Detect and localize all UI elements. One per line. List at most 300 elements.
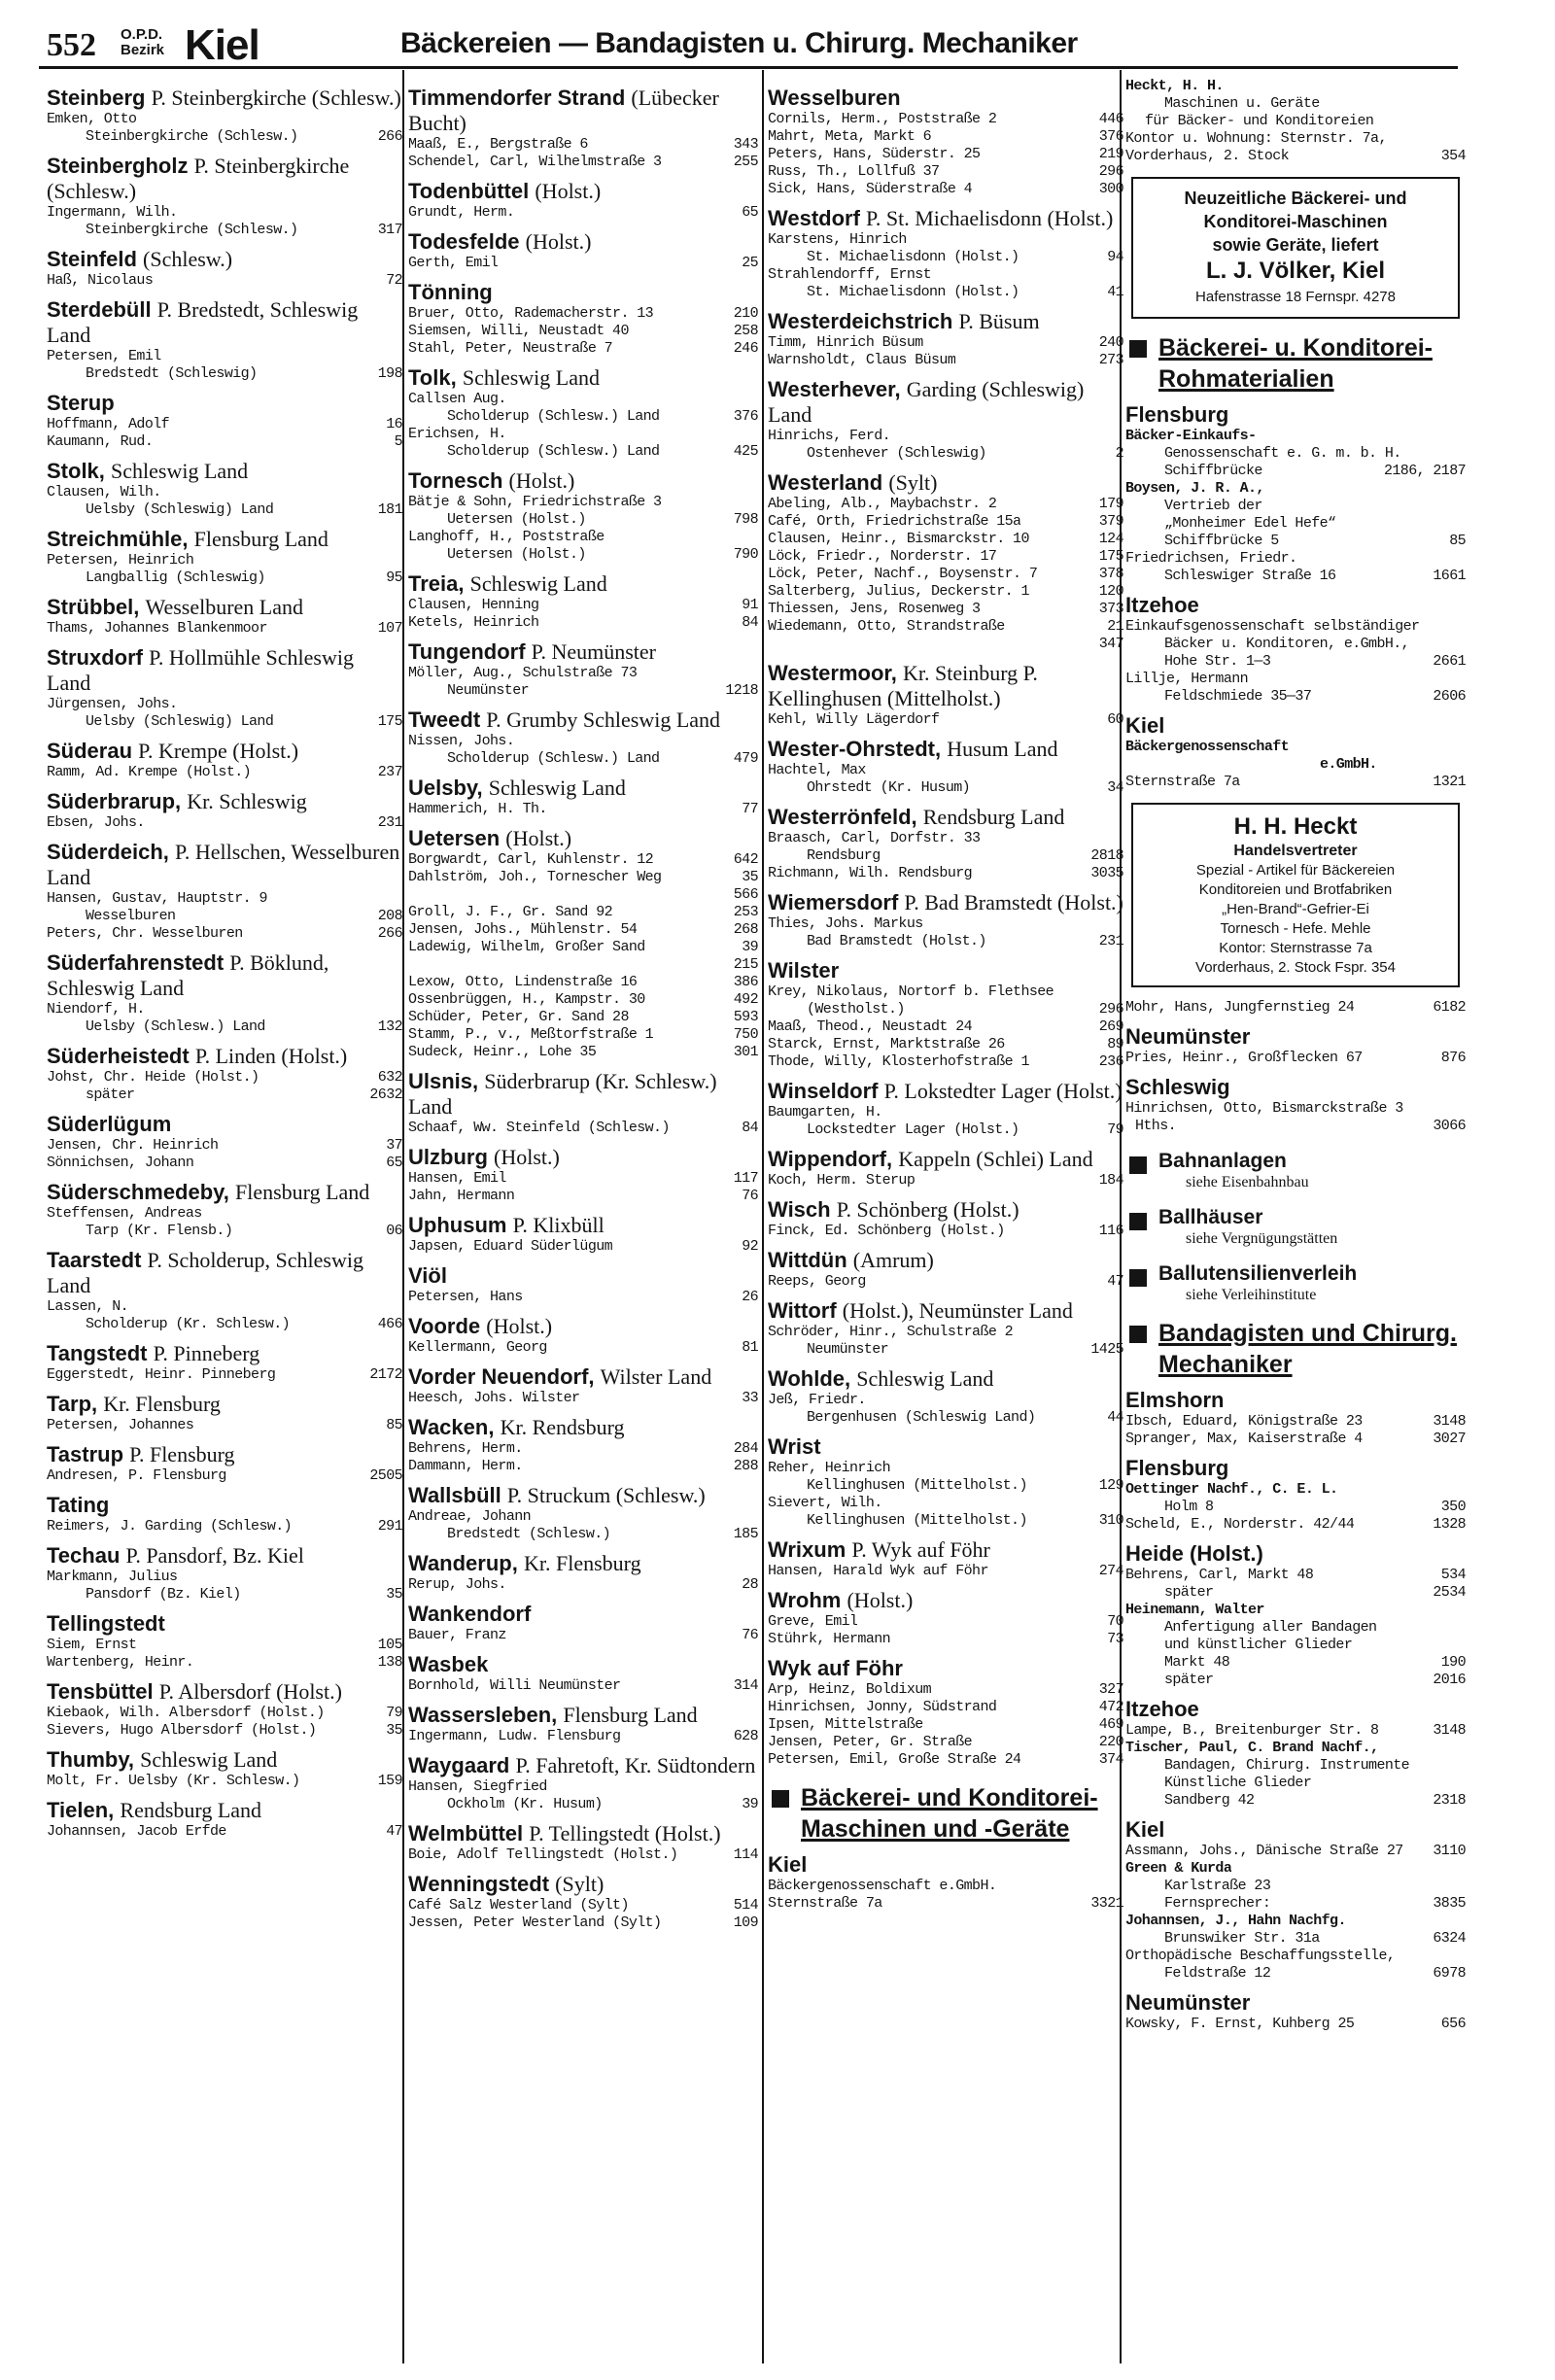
column-divider: [762, 70, 764, 2363]
place-heading: Wallsbüll P. Struckum (Schlesw.): [408, 1483, 706, 1507]
directory-entry-sub: Uelsby (Schlesw.) Land 132: [86, 1018, 402, 1035]
column-divider: [402, 70, 404, 2363]
place-heading: Süderlügum: [47, 1112, 172, 1136]
directory-entry-sub: Feldstraße 12 6978: [1164, 1965, 1466, 1982]
place-heading: Itzehoe: [1125, 1697, 1199, 1721]
opd-label: O.P.D. Bezirk: [121, 26, 165, 58]
directory-entry: Löck, Friedr., Norderstr. 17 175: [768, 548, 1123, 565]
directory-entry: Ebsen, Johs. 231: [47, 814, 402, 831]
directory-entry: Kiebaok, Wilh. Albersdorf (Holst.) 79: [47, 1705, 402, 1721]
directory-entry-sub: Vertrieb der: [1164, 498, 1262, 514]
directory-entry: Markmann, Julius: [47, 1569, 178, 1585]
directory-entry: Rerup, Johs. 28: [408, 1576, 758, 1593]
place-heading: Tielen, Rendsburg Land: [47, 1798, 262, 1822]
directory-entry: Haß, Nicolaus 72: [47, 272, 402, 289]
directory-entry: Starck, Ernst, Marktstraße 26 89: [768, 1036, 1123, 1052]
place-heading: Steinbergholz P. Steinbergkirche (Schlesw.): [47, 154, 350, 203]
directory-entry-sub: Markt 48 190: [1164, 1654, 1466, 1671]
directory-entry: Siemsen, Willi, Neustadt 40 258: [408, 323, 758, 339]
place-heading: Tarp, Kr. Flensburg: [47, 1392, 221, 1416]
directory-entry-sub: Karlstraße 23: [1164, 1878, 1271, 1894]
directory-entry: Stührk, Hermann 73: [768, 1631, 1123, 1647]
directory-entry: Dammann, Herm. 288: [408, 1458, 758, 1474]
column-3: [768, 78, 1123, 2362]
directory-entry: Jensen, Johs., Mühlenstr. 54 268: [408, 921, 758, 938]
directory-entry: Emken, Otto: [47, 111, 137, 127]
place-heading: Flensburg: [1125, 1456, 1229, 1480]
directory-entry: Niendorf, H.: [47, 1001, 145, 1018]
place-heading: Strübbel, Wesselburen Land: [47, 595, 304, 619]
directory-entry: Nissen, Johs.: [408, 733, 515, 749]
place-heading: Tönning: [408, 280, 493, 304]
directory-entry: Hansen, Siegfried: [408, 1778, 547, 1795]
place-heading: Neumünster: [1125, 1024, 1251, 1049]
directory-entry: Ramm, Ad. Krempe (Holst.) 237: [47, 764, 402, 780]
directory-entry: Reher, Heinrich: [768, 1460, 891, 1476]
directory-entry: Andresen, P. Flensburg 2505: [47, 1467, 402, 1484]
place-heading: Kiel: [1125, 713, 1165, 738]
directory-entry: Behrens, Herm. 284: [408, 1440, 758, 1457]
section-heading-bahnanlagen: Bahnanlagen: [1125, 1149, 1466, 1174]
place-heading: Voorde (Holst.): [408, 1314, 553, 1338]
place-heading: Wilster: [768, 958, 840, 983]
place-heading: Elmshorn: [1125, 1388, 1225, 1412]
place-heading: Heide (Holst.): [1125, 1541, 1263, 1566]
place-heading: Westermoor, Kr. Steinburg P. Kellinghusen (Mittelholst.): [768, 661, 1038, 710]
directory-entry: Bäcker-Einkaufs-: [1125, 428, 1257, 444]
place-heading: Kiel: [1125, 1817, 1165, 1842]
directory-entry: Greve, Emil 70: [768, 1613, 1123, 1630]
directory-entry-sub: Bredstedt (Schlesw.) 185: [447, 1526, 758, 1542]
directory-entry: 215: [733, 956, 758, 973]
directory-entry: 566: [733, 886, 758, 903]
place-heading: Thumby, Schleswig Land: [47, 1747, 278, 1772]
directory-entry: Tischer, Paul, C. Brand Nachf.,: [1125, 1740, 1379, 1756]
directory-entry: Jeß, Friedr.: [768, 1392, 866, 1408]
directory-entry: Reeps, Georg 47: [768, 1273, 1123, 1290]
directory-entry: Erichsen, H.: [408, 426, 506, 442]
place-heading: Schleswig: [1125, 1075, 1230, 1099]
directory-entry: Petersen, Emil, Große Straße 24 374: [768, 1751, 1123, 1768]
directory-entry: Borgwardt, Carl, Kuhlenstr. 12 642: [408, 851, 758, 868]
directory-entry-sub: Uelsby (Schleswig) Land 175: [86, 713, 402, 730]
directory-entry-sub: Steinbergkirche (Schlesw.) 266: [86, 128, 402, 145]
directory-entry-sub: Brunswiker Str. 31a 6324: [1164, 1930, 1466, 1947]
directory-entry: Timm, Hinrich Büsum 240: [768, 334, 1123, 351]
place-heading: Wrohm (Holst.): [768, 1588, 914, 1612]
place-heading: Wiemersdorf P. Bad Bramstedt (Holst.): [768, 890, 1123, 914]
directory-entry: Schüder, Peter, Gr. Sand 28 593: [408, 1009, 758, 1025]
directory-entry-sub: Tarp (Kr. Flensb.) 06: [86, 1223, 402, 1239]
directory-entry-sub: Langballig (Schleswig) 95: [86, 569, 402, 586]
place-heading: Tensbüttel P. Albersdorf (Holst.): [47, 1679, 342, 1704]
directory-entry-sub: Ockholm (Kr. Husum) 39: [447, 1796, 758, 1812]
directory-entry: Petersen, Johannes 85: [47, 1417, 402, 1433]
directory-entry: Sönnichsen, Johann 65: [47, 1155, 402, 1171]
directory-entry: Reimers, J. Garding (Schlesw.) 291: [47, 1518, 402, 1535]
directory-entry: Ingermann, Ludw. Flensburg 628: [408, 1728, 758, 1744]
directory-entry: Heesch, Johs. Wilster 33: [408, 1390, 758, 1406]
place-heading: Welmbüttel P. Tellingstedt (Holst.): [408, 1821, 721, 1845]
place-heading: Steinberg P. Steinbergkirche (Schlesw.): [47, 86, 401, 110]
place-heading: Wassersleben, Flensburg Land: [408, 1703, 698, 1727]
directory-entry: Petersen, Heinrich: [47, 552, 194, 569]
directory-entry: Lampe, B., Breitenburger Str. 8 3148: [1125, 1722, 1466, 1739]
directory-entry: Clausen, Heinr., Bismarckstr. 10 124: [768, 531, 1123, 547]
directory-entry: Jensen, Peter, Gr. Straße 220: [768, 1734, 1123, 1750]
place-heading: Tating: [47, 1493, 110, 1517]
directory-entry: Spranger, Max, Kaiserstraße 4 3027: [1125, 1431, 1466, 1447]
place-heading: Taarstedt P. Scholderup, Schleswig Land: [47, 1248, 363, 1297]
directory-entry: Braasch, Carl, Dorfstr. 33: [768, 830, 981, 846]
directory-entry: Strahlendorff, Ernst: [768, 266, 932, 283]
directory-entry: Langhoff, H., Poststraße: [408, 529, 605, 545]
directory-entry-sub: Pansdorf (Bz. Kiel) 35: [86, 1586, 402, 1603]
directory-entry: Behrens, Carl, Markt 48 534: [1125, 1567, 1466, 1583]
directory-entry: Clausen, Henning 91: [408, 597, 758, 613]
place-heading: Süderbrarup, Kr. Schleswig: [47, 789, 307, 813]
directory-entry-sub: Bredstedt (Schleswig) 198: [86, 365, 402, 382]
section-heading-ballutensilien: Ballutensilienverleih: [1125, 1261, 1466, 1287]
place-heading: Itzehoe: [1125, 593, 1199, 617]
directory-entry: Callsen Aug.: [408, 391, 506, 407]
directory-entry: Heckt, H. H.: [1125, 78, 1224, 94]
directory-entry: Wiedemann, Otto, Strandstraße 21: [768, 618, 1123, 635]
directory-entry: Assmann, Johs., Dänische Straße 27 3110: [1125, 1843, 1466, 1859]
place-heading: Westerdeichstrich P. Büsum: [768, 309, 1040, 333]
directory-entry: Eggerstedt, Heinr. Pinneberg 2172: [47, 1366, 402, 1383]
directory-entry: Kehl, Willy Lägerdorf 60: [768, 711, 1123, 728]
directory-entry: Ketels, Heinrich 84: [408, 614, 758, 631]
district-name: Kiel: [185, 21, 259, 69]
place-heading: Waygaard P. Fahretoft, Kr. Südtondern: [408, 1753, 756, 1777]
directory-entry-sub: Genossenschaft e. G. m. b. H.: [1164, 445, 1401, 462]
directory-entry-sub: St. Michaelisdonn (Holst.) 94: [807, 249, 1123, 265]
place-heading: Wisch P. Schönberg (Holst.): [768, 1197, 1019, 1222]
section-heading-ballhaeuser: Ballhäuser: [1125, 1205, 1466, 1230]
place-heading: Wacken, Kr. Rendsburg: [408, 1415, 625, 1439]
place-heading: Westdorf P. St. Michaelisdonn (Holst.): [768, 206, 1114, 230]
directory-entry: Ladewig, Wilhelm, Großer Sand 39: [408, 939, 758, 955]
directory-entry-sub: Sandberg 42 2318: [1164, 1792, 1466, 1809]
place-heading: Todenbüttel (Holst.): [408, 179, 602, 203]
place-heading: Süderschmedeby, Flensburg Land: [47, 1180, 370, 1204]
place-heading: Westerrönfeld, Rendsburg Land: [768, 805, 1065, 829]
place-heading: Tweedt P. Grumby Schleswig Land: [408, 707, 721, 732]
directory-entry-sub: Schleswiger Straße 16 1661: [1164, 568, 1466, 584]
directory-entry: Kowsky, F. Ernst, Kuhberg 25 656: [1125, 2016, 1466, 2032]
directory-entry: Koch, Herm. Sterup 184: [768, 1172, 1123, 1189]
directory-entry: Schröder, Hinr., Schulstraße 2: [768, 1324, 1014, 1340]
directory-entry: Heinemann, Walter: [1125, 1602, 1264, 1618]
directory-entry: Sick, Hans, Süderstraße 4 300: [768, 181, 1123, 197]
directory-entry: Boysen, J. R. A.,: [1125, 480, 1264, 497]
square-bullet-icon: [1129, 1269, 1147, 1287]
directory-entry: Boie, Adolf Tellingstedt (Holst.) 114: [408, 1846, 758, 1863]
column-4: Heckt, H. H. Maschinen u. Geräte für Bäcker- und Konditoreien Kontor u. Wohnung: Sternstr. 7a, Vorderhaus, 2. Stock 354 Neuzeitliche Bäckerei- und Konditorei-Maschinen sowie Geräte, liefert L. J. Völker, Kiel Hafenstrasse 18 Fernspr. 4278 Bäckerei- u. Konditorei- Rohmaterialien Flensburg Bäcker-Einkaufs- Genossenschaft e. G. m. b. H. Schiffbrücke 2186, 2187 Boysen, J. R. A., Vertrieb der „Monheimer Edel Hefe“ Schiffbrücke 5 85 Friedrichsen, Friedr. Schleswiger Straße 16 1661 Itzehoe Einkaufsgenossenschaft selbständiger Bäcker u. Konditoren, e.GmbH., Hohe Str. 1—3 2661 Lillje, Hermann Feldschmiede 35—37 2606 Kiel Bäckergenossenschaft e.GmbH. Sternstraße 7a 1321 H. H. Heckt Handelsvertreter Spezial - Artikel für Bäckereien Konditoreien und Brotfabriken „Hen-Brand“-Gefrier-Ei Tornesch - Hefe. Mehle Kontor: Sternstrasse 7a Vorderhaus, 2. Stock Fspr. 354 Mohr, Hans, Jungfernstieg 24 6182 Neumünster Pries, Heinr., Großflecken 67 876 Schleswig Hinrichsen, Otto, Bismarckstraße 3 Hths. 3066 Bahnanlagen siehe Eisenbahnbau Ballhäuser siehe Vergnügungstätten Ballutensilienverleih siehe Verleihinstitute Bandagisten und Chirurg. Mechaniker Elmshorn Ibsch, Eduard, Königstraße 23 3148 Spranger, Max, Kaiserstraße 4 3027 Flensburg Oettinger Nachf., C. E. L. Holm 8 350 Scheld, E., Norderstr. 42/44 1328 Heide (Holst.) Behrens, Carl, Markt 48 534 später 2534 Heinemann, Walter Anfertigung aller Bandagen und künstlicher Glieder Markt 48 190 später 2016 Itzehoe Lampe, B., Breitenburger Str. 8 3148 Tischer, Paul, C. Brand Nachf., Bandagen, Chirurg. Instrumente Künstliche Glieder Sandberg 42 2318 Kiel Assmann, Johs., Dänische Straße 27 3110 Green & Kurda Karlstraße 23 Fernsprecher: 3835 Johannsen, J., Hahn Nachfg. Brunswiker Str. 31a 6324 Orthopädische Beschaffungsstelle, Feldstraße 12 6978 Neumünster Kowsky, F. Ernst, Kuhberg 25 656: [1125, 78, 1466, 2032]
directory-entry-sub: Scholderup (Schlesw.) Land 479: [447, 750, 758, 767]
directory-entry: Lassen, N.: [47, 1298, 129, 1315]
directory-entry: Johst, Chr. Heide (Holst.) 632: [47, 1069, 402, 1086]
directory-entry: Steffensen, Andreas: [47, 1205, 202, 1222]
directory-entry: Thams, Johannes Blankenmoor 107: [47, 620, 402, 637]
directory-entry: Bornhold, Willi Neumünster 314: [408, 1677, 758, 1694]
place-heading: Wrixum P. Wyk auf Föhr: [768, 1537, 990, 1562]
place-heading: Wittdün (Amrum): [768, 1248, 934, 1272]
place-heading: Vorder Neuendorf, Wilster Land: [408, 1364, 712, 1389]
directory-entry-sub: Neumünster 1425: [807, 1341, 1123, 1358]
directory-entry: Bauer, Franz 76: [408, 1627, 758, 1643]
place-heading: Süderfahrenstedt P. Böklund, Schleswig Land: [47, 950, 329, 1000]
place-heading: Viöl: [408, 1263, 447, 1288]
place-heading: Süderau P. Krempe (Holst.): [47, 739, 299, 763]
directory-entry: Maaß, E., Bergstraße 6 343: [408, 136, 758, 153]
directory-entry: Jensen, Chr. Heinrich 37: [47, 1137, 402, 1154]
directory-entry: Hinrichs, Ferd.: [768, 428, 891, 444]
directory-entry-sub: Anfertigung aller Bandagen: [1164, 1619, 1377, 1636]
directory-entry: Krey, Nikolaus, Nortorf b. Flethsee: [768, 983, 1054, 1000]
directory-entry: Warnsholdt, Claus Büsum 273: [768, 352, 1123, 368]
place-heading: Wanderup, Kr. Flensburg: [408, 1551, 641, 1575]
directory-entry-sub: Rendsburg 2818: [807, 847, 1123, 864]
directory-entry: Green & Kurda: [1125, 1860, 1232, 1877]
place-heading: Neumünster: [1125, 1990, 1251, 2015]
place-heading: Uetersen (Holst.): [408, 826, 572, 850]
directory-entry: Möller, Aug., Schulstraße 73: [408, 665, 638, 681]
directory-entry: Thiessen, Jens, Rosenweg 3 373: [768, 601, 1123, 617]
place-heading: Stolk, Schleswig Land: [47, 459, 249, 483]
directory-entry-sub: Steinbergkirche (Schlesw.) 317: [86, 222, 402, 238]
column-3-list: [768, 86, 1123, 1769]
directory-entry: Stamm, P., v., Meßtorfstraße 1 750: [408, 1026, 758, 1043]
place-heading: Wankendorf: [408, 1602, 532, 1626]
directory-entry: Bätje & Sohn, Friedrichstraße 3: [408, 494, 662, 510]
directory-entry: Abeling, Alb., Maybachstr. 2 179: [768, 496, 1123, 512]
place-heading: Süderdeich, P. Hellschen, Wesselburen Land: [47, 840, 400, 889]
directory-entry: Jürgensen, Johs.: [47, 696, 178, 712]
directory-entry: Ingermann, Wilh.: [47, 204, 178, 221]
place-heading: Winseldorf P. Lokstedter Lager (Holst.): [768, 1079, 1123, 1103]
place-heading: Sterdebüll P. Bredstedt, Schleswig Land: [47, 297, 359, 347]
directory-entry: Oettinger Nachf., C. E. L.: [1125, 1481, 1338, 1498]
directory-entry: Café, Orth, Friedrichstraße 15a 379: [768, 513, 1123, 530]
directory-entry: Wartenberg, Heinr. 138: [47, 1654, 402, 1671]
place-heading: Kiel: [768, 1852, 808, 1877]
directory-entry-sub: Ohrstedt (Kr. Husum) 34: [807, 779, 1123, 796]
place-heading: Techau P. Pansdorf, Bz. Kiel: [47, 1543, 304, 1568]
directory-entry: Karstens, Hinrich: [768, 231, 907, 248]
directory-entry: Friedrichsen, Friedr.: [1125, 550, 1297, 567]
directory-entry: Hammerich, H. Th. 77: [408, 801, 758, 817]
place-heading: Tastrup P. Flensburg: [47, 1442, 235, 1466]
directory-entry: Hansen, Emil 117: [408, 1170, 758, 1187]
directory-entry: Dahlström, Joh., Tornescher Weg 35: [408, 869, 758, 885]
directory-entry-sub: Uetersen (Holst.) 798: [447, 511, 758, 528]
directory-entry-sub: Künstliche Glieder: [1164, 1775, 1312, 1791]
place-heading: Ulsnis, Süderbrarup (Kr. Schlesw.) Land: [408, 1069, 717, 1119]
directory-entry: Peters, Hans, Süderstr. 25 219: [768, 146, 1123, 162]
directory-entry: Hachtel, Max: [768, 762, 866, 778]
directory-entry: Hinrichsen, Jonny, Südstrand 472: [768, 1699, 1123, 1715]
place-heading: Sterup: [47, 391, 115, 415]
directory-entry-sub: (Westholst.) 296: [807, 1001, 1123, 1018]
directory-entry: Russ, Th., Lollfuß 37 296: [768, 163, 1123, 180]
directory-entry-sub: Bandagen, Chirurg. Instrumente: [1164, 1757, 1410, 1774]
place-heading: Flensburg: [1125, 402, 1229, 427]
directory-entry: Mahrt, Meta, Markt 6 376: [768, 128, 1123, 145]
place-heading: Süderheistedt P. Linden (Holst.): [47, 1044, 348, 1068]
square-bullet-icon: [1129, 1213, 1147, 1230]
page-number: 552: [47, 27, 96, 63]
directory-entry: Löck, Peter, Nachf., Boysenstr. 7 378: [768, 566, 1123, 582]
directory-entry: Bruer, Otto, Rademacherstr. 13 210: [408, 305, 758, 322]
place-heading: Wyk auf Föhr: [768, 1656, 903, 1680]
advertisement-voelker: Neuzeitliche Bäckerei- und Konditorei-Maschinen sowie Geräte, liefert L. J. Völker, Kiel Hafenstrasse 18 Fernspr. 4278: [1131, 177, 1460, 319]
directory-entry-sub: Fernsprecher: 3835: [1164, 1895, 1466, 1912]
directory-entry-sub: St. Michaelisdonn (Holst.) 41: [807, 284, 1123, 300]
directory-entry: Gerth, Emil 25: [408, 255, 758, 271]
directory-entry-sub: „Monheimer Edel Hefe“: [1164, 515, 1336, 532]
directory-entry: Groll, J. F., Gr. Sand 92 253: [408, 904, 758, 920]
directory-entry: Sievert, Wilh.: [768, 1495, 882, 1511]
place-heading: Tangstedt P. Pinneberg: [47, 1341, 260, 1365]
directory-entry: Peters, Chr. Wesselburen 266: [47, 925, 402, 942]
place-heading: Wippendorf, Kappeln (Schlei) Land: [768, 1147, 1093, 1171]
directory-entry-sub: Uelsby (Schleswig) Land 181: [86, 501, 402, 518]
place-heading: Wenningstedt (Sylt): [408, 1872, 605, 1896]
place-heading: Westerland (Sylt): [768, 470, 938, 495]
directory-entry-sub: Kellinghusen (Mittelholst.) 129: [807, 1477, 1123, 1494]
page-title: Bäckereien — Bandagisten u. Chirurg. Mechaniker: [400, 27, 1078, 59]
directory-entry: Johannsen, Jacob Erfde 47: [47, 1823, 402, 1840]
section-heading-rohmaterialien: Bäckerei- u. Konditorei- Rohmaterialien: [1125, 332, 1466, 395]
square-bullet-icon: [1129, 1326, 1147, 1343]
place-heading: Wesselburen: [768, 86, 901, 110]
directory-entry: Petersen, Hans 26: [408, 1289, 758, 1305]
directory-entry: Café Salz Westerland (Sylt) 514: [408, 1897, 758, 1914]
directory-entry: Jahn, Hermann 76: [408, 1188, 758, 1204]
place-heading: Wester-Ohrstedt, Husum Land: [768, 737, 1058, 761]
directory-entry: Hansen, Harald Wyk auf Föhr 274: [768, 1563, 1123, 1579]
directory-entry: Lexow, Otto, Lindenstraße 16 386: [408, 974, 758, 990]
place-heading: Struxdorf P. Hollmühle Schleswig Land: [47, 645, 354, 695]
directory-entry: Baumgarten, H.: [768, 1104, 882, 1121]
directory-entry-sub: Ostenhever (Schleswig) 2: [807, 445, 1123, 462]
advertisement-heckt: H. H. Heckt Handelsvertreter Spezial - Artikel für Bäckereien Konditoreien und Brotfabriken „Hen-Brand“-Gefrier-Ei Tornesch - Hefe. Mehle Kontor: Sternstrasse 7a Vorderhaus, 2. Stock Fspr. 354: [1131, 803, 1460, 987]
directory-entry: Petersen, Emil: [47, 348, 161, 364]
directory-entry: Molt, Fr. Uelsby (Kr. Schlesw.) 159: [47, 1773, 402, 1789]
directory-entry: Hoffmann, Adolf 16: [47, 416, 402, 432]
directory-entry: Kellermann, Georg 81: [408, 1339, 758, 1356]
directory-entry: Scheld, E., Norderstr. 42/44 1328: [1125, 1516, 1466, 1533]
directory-entry: Schendel, Carl, Wilhelmstraße 3 255: [408, 154, 758, 170]
place-heading: Treia, Schleswig Land: [408, 571, 607, 596]
directory-entry: 347: [1098, 636, 1123, 652]
place-heading: Westerhever, Garding (Schleswig) Land: [768, 377, 1085, 427]
section-heading-maschinen: Bäckerei- und Konditorei-Maschinen und -Geräte: [768, 1782, 1123, 1845]
directory-entry-sub: Kellinghusen (Mittelholst.) 310: [807, 1512, 1123, 1529]
directory-entry: Salterberg, Julius, Deckerstr. 1 120: [768, 583, 1123, 600]
directory-entry-sub: Scholderup (Schlesw.) Land 376: [447, 408, 758, 425]
directory-entry-sub: Holm 8 350: [1164, 1499, 1466, 1515]
directory-entry: Orthopädische Beschaffungsstelle,: [1125, 1948, 1396, 1964]
place-heading: Tungendorf P. Neumünster: [408, 639, 656, 664]
column-1: [47, 78, 402, 2362]
directory-entry: Sternstraße 7a 3321: [768, 1895, 1123, 1912]
directory-entry: Clausen, Wilh.: [47, 484, 161, 500]
directory-entry: Ipsen, Mittelstraße 469: [768, 1716, 1123, 1733]
directory-entry: Arp, Heinz, Boldixum 327: [768, 1681, 1123, 1698]
place-heading: Tornesch (Holst.): [408, 468, 575, 493]
directory-entry: Cornils, Herm., Poststraße 2 446: [768, 111, 1123, 127]
directory-entry-sub: Lockstedter Lager (Holst.) 79: [807, 1121, 1123, 1138]
place-heading: Timmendorfer Strand (Lübecker Bucht): [408, 86, 719, 135]
directory-entry: Richmann, Wilh. Rendsburg 3035: [768, 865, 1123, 881]
directory-entry-sub: Wesselburen 208: [86, 908, 402, 924]
place-heading: Ulzburg (Holst.): [408, 1145, 560, 1169]
directory-entry: Thies, Johs. Markus: [768, 915, 923, 932]
directory-entry-sub: Scholderup (Schlesw.) Land 425: [447, 443, 758, 460]
directory-entry-sub: Schiffbrücke 2186, 2187: [1164, 463, 1466, 479]
directory-entry-sub: und künstlicher Glieder: [1164, 1637, 1353, 1653]
directory-entry: Hansen, Gustav, Hauptstr. 9: [47, 890, 267, 907]
square-bullet-icon: [1129, 1156, 1147, 1174]
directory-entry: Finck, Ed. Schönberg (Holst.) 116: [768, 1223, 1123, 1239]
square-bullet-icon: [772, 1790, 789, 1808]
place-heading: Tellingstedt: [47, 1611, 165, 1636]
directory-entry-sub: Schiffbrücke 5 85: [1164, 533, 1466, 549]
directory-entry: Siem, Ernst 105: [47, 1637, 402, 1653]
directory-entry: Ossenbrüggen, H., Kampstr. 30 492: [408, 991, 758, 1008]
directory-entry: Stahl, Peter, Neustraße 7 246: [408, 340, 758, 357]
directory-entry: Andreae, Johann: [408, 1508, 532, 1525]
directory-entry-sub: später 2632: [86, 1087, 402, 1103]
place-heading: Streichmühle, Flensburg Land: [47, 527, 328, 551]
place-heading: Wohlde, Schleswig Land: [768, 1366, 994, 1391]
directory-entry: Ibsch, Eduard, Königstraße 23 3148: [1125, 1413, 1466, 1430]
section-heading-bandagisten: Bandagisten und Chirurg. Mechaniker: [1125, 1318, 1466, 1380]
place-heading: Wrist: [768, 1434, 821, 1459]
directory-entry: Thode, Willy, Klosterhofstraße 1 236: [768, 1053, 1123, 1070]
directory-entry-sub: Bad Bramstedt (Holst.) 231: [807, 933, 1123, 949]
place-heading: Uphusum P. Klixbüll: [408, 1213, 605, 1237]
directory-entry: Grundt, Herm. 65: [408, 204, 758, 221]
column-2: [408, 78, 758, 2362]
directory-entry-sub: später 2016: [1164, 1672, 1466, 1688]
place-heading: Steinfeld (Schlesw.): [47, 247, 233, 271]
directory-entry-sub: später 2534: [1164, 1584, 1466, 1601]
square-bullet-icon: [1129, 340, 1147, 358]
directory-entry-sub: Bergenhusen (Schleswig Land) 44: [807, 1409, 1123, 1426]
place-heading: Uelsby, Schleswig Land: [408, 776, 626, 800]
directory-entry: Sudeck, Heinr., Lohe 35 301: [408, 1044, 758, 1060]
directory-entry-sub: Scholderup (Kr. Schlesw.) 466: [86, 1316, 402, 1332]
directory-entry: Bäckergenossenschaft e.GmbH.: [768, 1878, 997, 1894]
directory-entry: Japsen, Eduard Süderlügum 92: [408, 1238, 758, 1255]
place-heading: Wittorf (Holst.), Neumünster Land: [768, 1298, 1073, 1323]
directory-entry: Kaumann, Rud. 5: [47, 433, 402, 450]
directory-entry-sub: Neumünster 1218: [447, 682, 758, 699]
directory-entry: Johannsen, J., Hahn Nachfg.: [1125, 1913, 1346, 1929]
directory-entry: Schaaf, Ww. Steinfeld (Schlesw.) 84: [408, 1120, 758, 1136]
directory-entry: Sievers, Hugo Albersdorf (Holst.) 35: [47, 1722, 402, 1739]
page-header: [39, 21, 1458, 69]
place-heading: Todesfelde (Holst.): [408, 229, 592, 254]
directory-entry-sub: Uetersen (Holst.) 790: [447, 546, 758, 563]
place-heading: Tolk, Schleswig Land: [408, 365, 600, 390]
place-heading: Wasbek: [408, 1652, 489, 1676]
directory-entry: Maaß, Theod., Neustadt 24 269: [768, 1018, 1123, 1035]
